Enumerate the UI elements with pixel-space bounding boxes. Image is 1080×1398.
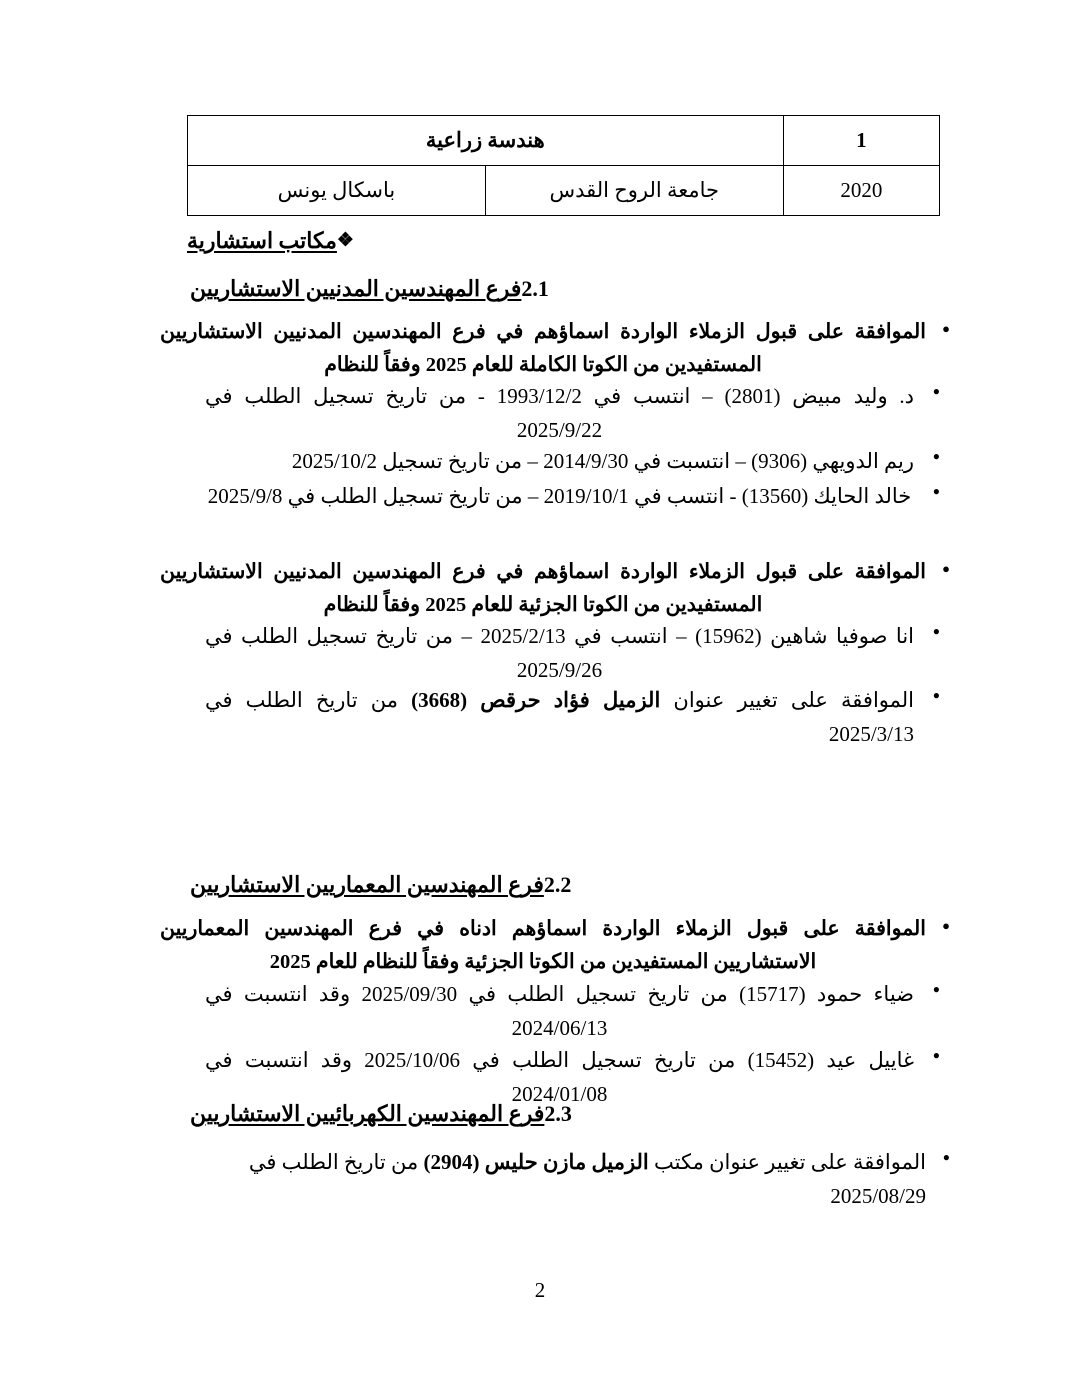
table-cell-name: باسكال يونس: [188, 166, 486, 216]
table-cell-university: جامعة الروح القدس: [485, 166, 783, 216]
list-item: ● ريم الدويهي (9306) – انتسبت في 2014/9/30 – من تاريخ تسجيل 2025/10/2: [205, 444, 940, 478]
list-item-prefix: الموافقة على تغيير عنوان مكتب: [648, 1150, 926, 1174]
section-title-2-3: فرع المهندسين الكهربائيين الاستشاريين: [190, 1101, 545, 1126]
table-cell-row-number: 1: [783, 116, 939, 166]
section-number-2-3: 2.3: [544, 1101, 572, 1126]
list-item: ● انا صوفيا شاهين (15962) – انتسب في 2025/2/13 – من تاريخ تسجيل الطلب في 2025/9/26: [205, 619, 940, 687]
section-head-2-1: [190, 276, 1025, 302]
lead-paragraph-2-1-full-quota: ● الموافقة على قبول الزملاء الواردة اسماؤهم في فرع المهندسين المدنيين الاستشاريين المستفيدين من الكوتا الكاملة للعام 2025 وفقاً للنظام: [160, 316, 950, 382]
table-row: [188, 166, 940, 216]
table-cell-specialty-title: هندسة زراعية: [188, 116, 784, 166]
diamond-bullet-icon: ❖: [336, 230, 354, 251]
list-item-member-name: الزميل مازن حليس (2904): [423, 1150, 649, 1174]
list-item: ● ضياء حمود (15717) من تاريخ تسجيل الطلب في 2025/09/30 وقد انتسبت في 2024/06/13: [205, 977, 940, 1045]
lead-paragraph-2-1-partial-quota: ● الموافقة على قبول الزملاء الواردة اسماؤهم في فرع المهندسين المدنيين الاستشاريين المستفيدين من الكوتا الجزئية للعام 2025 وفقاً للنظام: [160, 556, 950, 622]
section-number-2-1: 2.1: [521, 276, 549, 301]
section-heading-label: مكاتب استشارية: [187, 228, 337, 253]
list-item-suffix: من تاريخ الطلب في 2025/3/13: [205, 688, 914, 747]
list-item: ● غاييل عيد (15452) من تاريخ تسجيل الطلب في 2025/10/06 وقد انتسبت في 2024/01/08: [205, 1043, 940, 1111]
section-head-2-2: [190, 872, 1025, 898]
section-title-2-1: فرع المهندسين المدنيين الاستشاريين: [190, 276, 522, 301]
qualifications-table: [187, 115, 940, 216]
table-cell-year: 2020: [783, 166, 939, 216]
list-item-prefix: الموافقة على تغيير عنوان: [660, 688, 915, 712]
list-item-suffix: من تاريخ الطلب في 2025/08/29: [248, 1150, 926, 1209]
lead-paragraph-2-2-partial-quota: ● الموافقة على قبول الزملاء الواردة اسماؤهم ادناه في فرع المهندسين المعماريين الاستشاريين المستفيدين من الكوتا الجزئية وفقاً للنظام للعام 2025: [160, 913, 950, 979]
list-item-address-change: [205, 683, 940, 751]
list-item: ● د. وليد مبيض (2801) – انتسب في 1993/12/2 - من تاريخ تسجيل الطلب في 2025/9/22: [205, 379, 940, 447]
section-head-2-3: [190, 1101, 1025, 1127]
page-number: 2: [534, 1278, 546, 1302]
list-item-office-address-change: [160, 1145, 950, 1213]
section-heading-consulting-offices: [187, 228, 940, 254]
section-number-2-2: 2.2: [543, 872, 572, 897]
section-title-2-2: فرع المهندسين المعماريين الاستشاريين: [190, 872, 544, 897]
list-item: ● خالد الحايك (13560) - انتسب في 2019/10/1 – من تاريخ تسجيل الطلب في 2025/9/8: [205, 479, 940, 513]
table-row: [188, 116, 940, 166]
list-item-member-name: الزميل فؤاد حرقص (3668): [411, 688, 661, 712]
qualifications-table-wrapper: [187, 115, 940, 216]
